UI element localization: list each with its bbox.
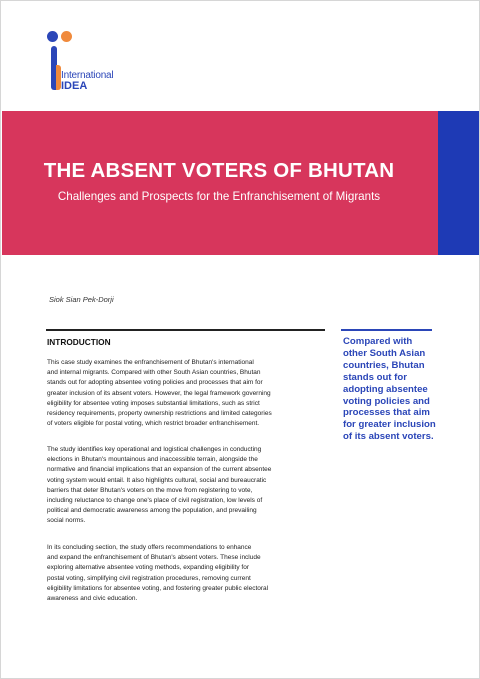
pullquote-line: processes that aim bbox=[343, 407, 430, 419]
section-rule bbox=[46, 329, 325, 331]
document-subtitle: Challenges and Prospects for the Enfranchisement of Migrants bbox=[57, 190, 381, 203]
paragraph-3 bbox=[47, 543, 328, 604]
text-line: barriers that deter Bhutan's voters on the move from registering to vote, bbox=[47, 486, 253, 494]
logo-orange-dot bbox=[61, 31, 72, 42]
pullquote-line: voting policies and bbox=[343, 395, 430, 407]
title-banner bbox=[2, 111, 438, 255]
paragraph-2 bbox=[47, 445, 328, 527]
text-line: In its concluding section, the study offers recommendations to enhance bbox=[47, 544, 252, 551]
pullquote-line: for greater inclusion bbox=[343, 419, 436, 431]
text-line: residency requirements, property ownership restrictions and limited categories bbox=[47, 410, 272, 418]
pullquote-rule bbox=[341, 329, 432, 331]
pullquote-line: countries, Bhutan bbox=[343, 359, 425, 371]
text-line: and expand the enfranchisement of Bhutan's absent voters. These include bbox=[47, 554, 261, 562]
text-line: awareness and civic education. bbox=[47, 595, 138, 603]
text-line: including reluctance to change one's place of civil registration, low levels of bbox=[47, 497, 263, 505]
logo-text-idea: IDEA bbox=[61, 80, 88, 92]
text-line: stands out for adopting absentee voting policies and processes that aim for bbox=[47, 379, 263, 387]
pullquote-line: of its absent voters. bbox=[343, 431, 434, 443]
text-line: The study identifies key operational and logistical challenges in conducting bbox=[47, 446, 262, 453]
text-line: elections in Bhutan's mountainous and inaccessible terrain, alongside the bbox=[47, 456, 258, 464]
pullquote bbox=[343, 336, 439, 443]
logo-text-international: International bbox=[61, 70, 114, 81]
banner-accent-block bbox=[438, 111, 479, 255]
pullquote-line: Compared with bbox=[343, 336, 413, 347]
text-line: voting system would entail. It also highlights cultural, social and bureaucratic bbox=[47, 476, 267, 484]
text-line: postal voting, simplifying civil registration procedures, removing current bbox=[47, 574, 251, 582]
author-name: Siok Sian Pek-Dorji bbox=[49, 295, 114, 304]
text-line: greater inclusion of its absent voters. However, the legal framework governing bbox=[47, 389, 271, 397]
text-line: exploring alternative absentee voting methods, expanding eligibility for bbox=[47, 564, 249, 572]
pullquote-line: stands out for bbox=[343, 371, 407, 383]
pullquote-line: adopting absentee bbox=[343, 383, 428, 395]
text-line: This case study examines the enfranchisement of Bhutan's international bbox=[47, 359, 254, 366]
international-idea-logo bbox=[47, 31, 127, 93]
document-title: THE ABSENT VOTERS OF BHUTAN bbox=[43, 159, 395, 182]
text-line: and internal migrants. Compared with other South Asian countries, Bhutan bbox=[47, 369, 261, 377]
text-line: eligibility limitations for absentee voting, and fostering greater public electoral bbox=[47, 584, 269, 592]
text-line: eligibility for absentee voting imposes substantial limitations, such as strict bbox=[47, 399, 260, 407]
section-heading: INTRODUCTION bbox=[47, 337, 111, 347]
text-line: of voters eligible for postal voting, which restrict broader enfranchisement. bbox=[47, 420, 260, 428]
text-line: social norms. bbox=[47, 517, 86, 525]
paragraph-1 bbox=[47, 358, 328, 429]
text-line: normative and financial implications that an expansion of the current absentee bbox=[47, 466, 272, 474]
logo-blue-dot bbox=[47, 31, 58, 42]
pullquote-line: other South Asian bbox=[343, 347, 426, 359]
text-line: political and democratic awareness among the population, and prevailing bbox=[47, 507, 257, 515]
